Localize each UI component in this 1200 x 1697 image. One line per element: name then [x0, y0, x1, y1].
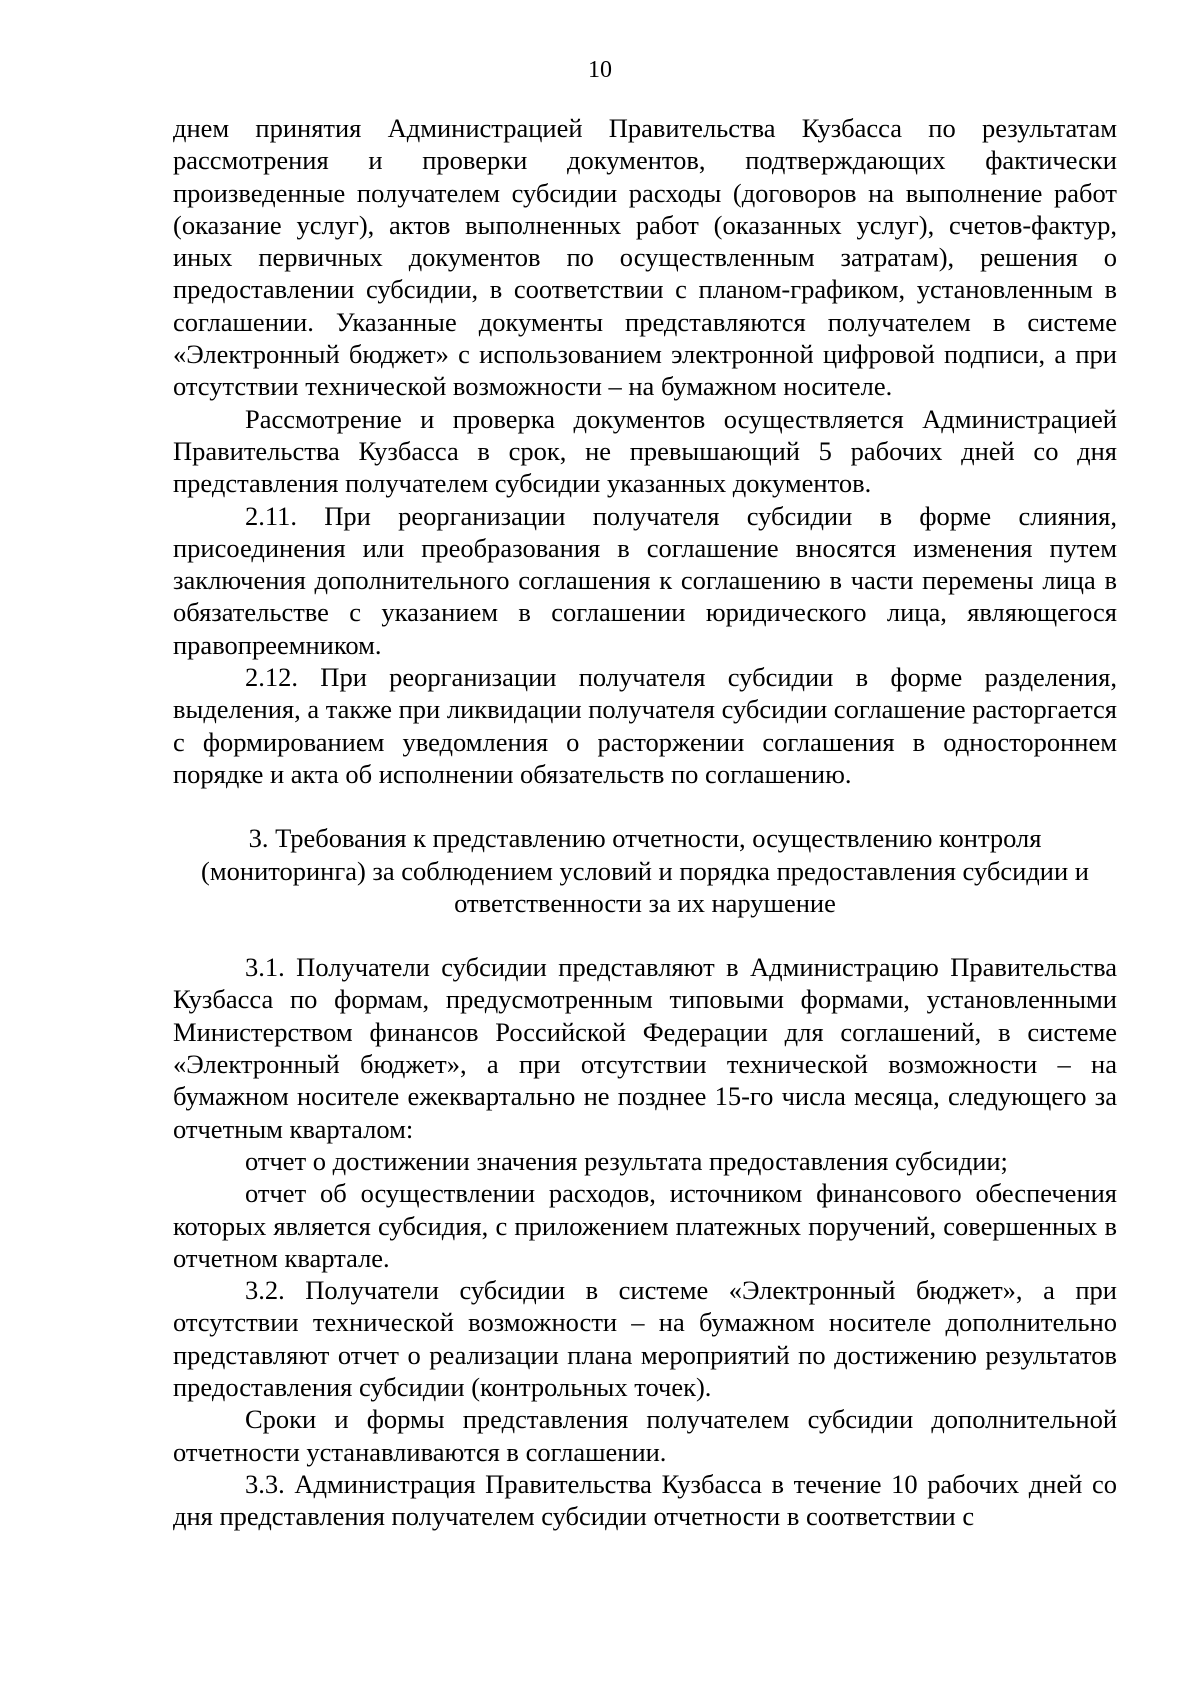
paragraphs-after-heading: [173, 951, 1117, 1532]
paragraph: 2.12. При реорганизации получателя субсидии в форме разделения, выделения, а также при ликвидации получателя субсидии соглашение расторгается с формированием уведомления о расторжении соглашения в одностороннем порядке и акта об исполнении обязательств по соглашению.: [173, 662, 1117, 789]
paragraphs-before-heading: [173, 112, 1117, 790]
paragraph: 2.11. При реорганизации получателя субсидии в форме слияния, присоединения или преобразования в соглашение вносятся изменения путем заключения дополнительного соглашения к соглашению в части перемены лица в обязательстве с указанием в соглашении юридического лица, являющегося правопреемником.: [173, 500, 1117, 660]
paragraph: 3.1. Получатели субсидии представляют в Администрацию Правительства Кузбасса по формам, предусмотренным типовыми формами, установленными Министерством финансов Российской Федерации для соглашений, в системе «Электронный бюджет», а при отсутствии технической возможности – на бумажном носителе ежеквартально не позднее 15-го числа месяца, следующего за отчетным кварталом:: [173, 952, 1117, 1144]
document-body: [173, 112, 1117, 1532]
paragraph: 3.2. Получатели субсидии в системе «Электронный бюджет», а при отсутствии технической возможности – на бумажном носителе дополнительно представляют отчет о реализации плана мероприятий по достижению результатов предоставления субсидии (контрольных точек).: [173, 1275, 1117, 1402]
paragraph: днем принятия Администрацией Правительства Кузбасса по результатам рассмотрения и проверки документов, подтверждающих фактически произведенные получателем субсидии расходы (договоров на выполнение работ (оказание услуг), актов выполненных работ (оказанных услуг), счетов-фактур, иных первичных документов по осуществленным затратам), решения о предоставлении субсидии, в соответствии с планом-графиком, установленным в соглашении. Указанные документы представляются получателем в системе «Электронный бюджет» с использованием электронной цифровой подписи, а при отсутствии технической возможности – на бумажном носителе.: [173, 113, 1117, 402]
paragraph: Сроки и формы представления получателем субсидии дополнительной отчетности устанавливаются в соглашении.: [173, 1404, 1117, 1467]
paragraph: 3.3. Администрация Правительства Кузбасса в течение 10 рабочих дней со дня представления получателем субсидии отчетности в соответствии с: [173, 1468, 1117, 1532]
paragraph: отчет о достижении значения результата предоставления субсидии;: [245, 1145, 1008, 1176]
paragraph: Рассмотрение и проверка документов осуществляется Администрацией Правительства Кузбасса в срок, не превышающий 5 рабочих дней со дня представления получателем субсидии указанных документов.: [173, 403, 1117, 499]
section-heading: 3. Требования к представлению отчетности, осуществлению контроля (мониторинга) за соблюдением условий и порядка предоставления субсидии и ответственности за их нарушение: [201, 823, 1089, 918]
paragraph: отчет об осуществлении расходов, источником финансового обеспечения которых является субсидия, с приложением платежных поручений, совершенных в отчетном квартале.: [173, 1178, 1117, 1273]
page-number: 10: [588, 57, 612, 83]
